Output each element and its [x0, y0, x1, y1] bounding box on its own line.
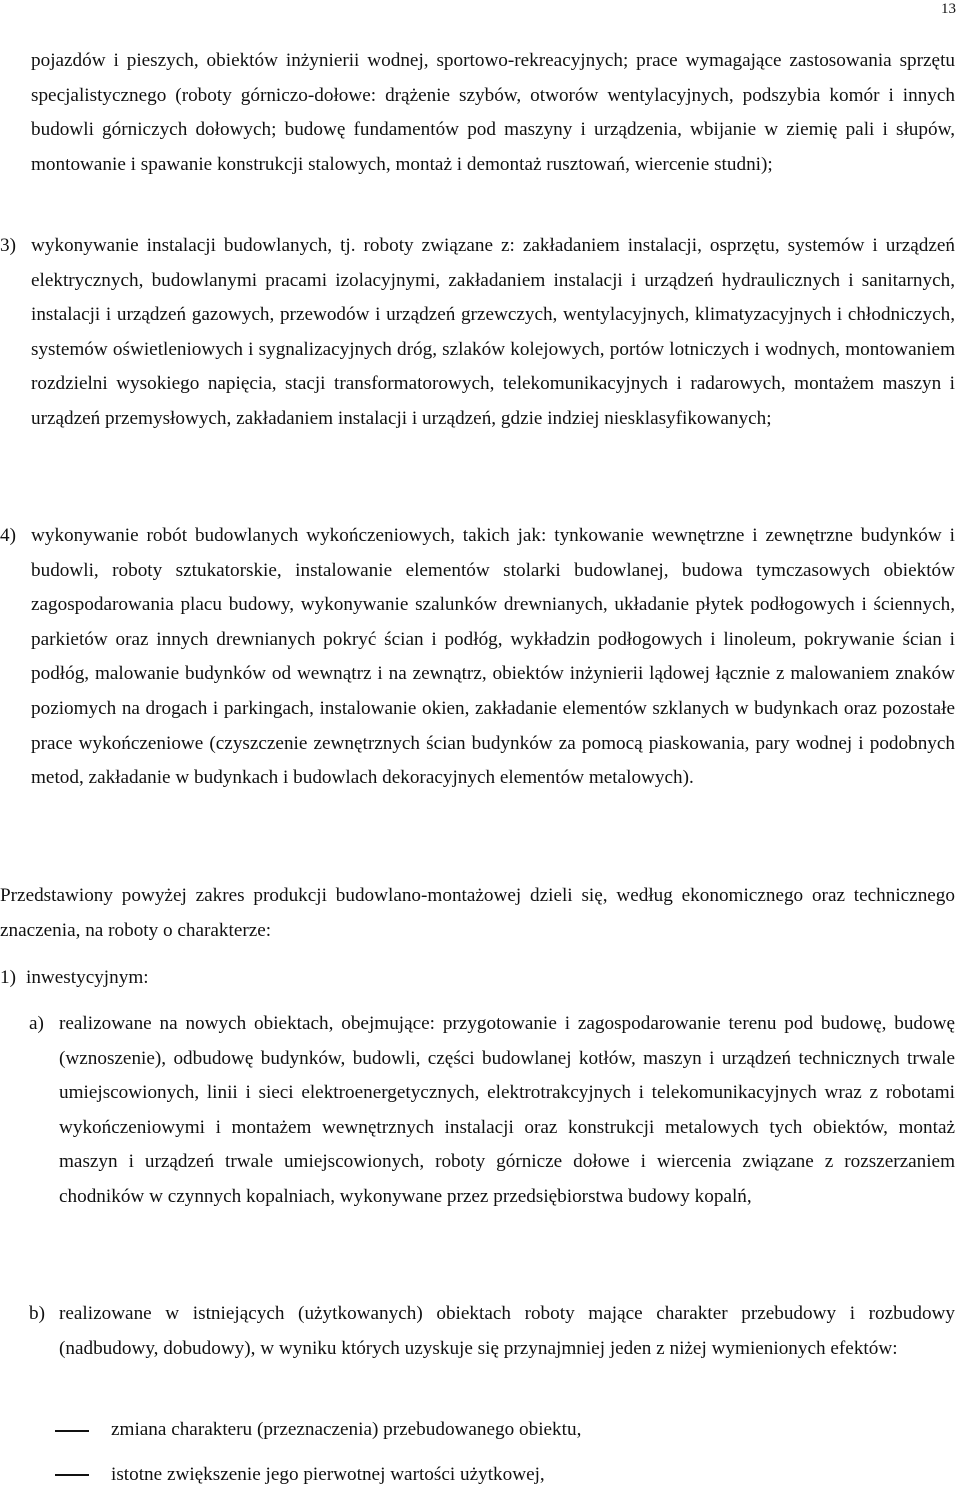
- subitem-marker-a: a): [29, 1013, 44, 1034]
- dash-bullet: [55, 1430, 89, 1432]
- intro-paragraph: Przedstawiony powyżej zakres produkcji budowlano-montażowej dzieli się, według ekonomicznego oraz technicznego znaczenia, na roboty o charakterze:: [0, 885, 955, 941]
- list-marker-3: 3): [0, 235, 16, 256]
- page-number: 13: [941, 1, 956, 17]
- list-item-3: wykonywanie instalacji budowlanych, tj. roboty związane z: zakładaniem instalacji, osprzętu, systemów i urządzeń elektrycznych, budowlanymi pracami izolacyjnymi, zakładaniem instalacji i urządzeń hydraulicznych i sanitarnych, instalacji i urządzeń gazowych, przewodów i urządzeń grzewczych, wentylacyjnych, klimatyzacyjnych i chłodniczych, systemów oświetleniowych i sygnalizacyjnych dróg, szlaków kolejowych, portów lotniczych i wodnych, montowaniem rozdzielni wysokiego napięcia, stacji transformatorowych, telekomunikacyjnych i radarowych, montażem maszyn i urządzeń przemysłowych, zakładaniem instalacji i urządzeń, gdzie indziej niesklasyfikowanych;: [31, 235, 955, 429]
- continuation-paragraph: pojazdów i pieszych, obiektów inżynierii wodnej, sportowo-rekreacyjnych; prace wymagające zastosowania sprzętu specjalistycznego (roboty górniczo-dołowe: drążenie szybów, otworów wentylacyjnych, podszybia komór i innych budowli górniczych dołowych; budowę fundamentów pod maszyny i urządzenia, wbijanie w ziemię pali i słupów, montowanie i spawanie konstrukcji stalowych, montaż i demontaż rusztowań, wiercenie studni);: [31, 50, 955, 175]
- subitem-marker-b: b): [29, 1303, 45, 1324]
- dash-bullet: [55, 1474, 89, 1476]
- section-label-1: inwestycyjnym:: [26, 967, 149, 988]
- list-marker-4: 4): [0, 525, 16, 546]
- section-marker-1: 1): [0, 967, 16, 988]
- dash-item: zmiana charakteru (przeznaczenia) przebudowanego obiektu,: [111, 1419, 582, 1440]
- subitem-a: realizowane na nowych obiektach, obejmujące: przygotowanie i zagospodarowanie terenu pod budowę, budowę (wznoszenie), odbudowę budynków, budowli, części budowlanej kotłów, maszyn i urządzeń technicznych trwale umiejscowionych, linii i sieci elektroenergetycznych, elektrotrakcyjnych i telekomunikacyjnych wraz z robotami wykończeniowymi i montażem wewnętrznych instalacji oraz konstrukcji metalowych tych obiektów, montaż maszyn i urządzeń trwale umiejscowionych, roboty górnicze dołowe i wiercenia związane z rozszerzaniem chodników w czynnych kopalniach, wykonywane przez przedsiębiorstwa budowy kopalń,: [59, 1013, 955, 1207]
- subitem-b: realizowane w istniejących (użytkowanych) obiektach roboty mające charakter przebudowy i rozbudowy (nadbudowy, dobudowy), w wyniku których uzyskuje się przynajmniej jeden z niżej wymienionych efektów:: [59, 1303, 955, 1359]
- list-item-4: wykonywanie robót budowlanych wykończeniowych, takich jak: tynkowanie wewnętrzne i zewnętrzne budynków i budowli, roboty sztukatorskie, instalowanie elementów stolarki budowlanej, budowa tymczasowych obiektów zagospodarowania placu budowy, wykonywanie szalunków drewnianych, układanie płytek podłogowych i ściennych, parkietów oraz innych drewnianych pokryć ścian i podłóg, wykładzin podłogowych i linoleum, pokrywanie ścian i podłóg, malowanie budynków od wewnątrz i na zewnątrz, obiektów inżynierii lądowej łącznie z malowaniem znaków poziomych na drogach i parkingach, instalowanie okien, zakładanie elementów szklanych w budynkach oraz pozostałe prace wykończeniowe (czyszczenie zewnętrznych ścian budynków za pomocą piaskowania, pary wodnej i podobnych metod, zakładanie w budynkach i budowlach dekoracyjnych elementów metalowych).: [31, 525, 955, 789]
- dash-item: istotne zwiększenie jego pierwotnej wartości użytkowej,: [111, 1464, 545, 1485]
